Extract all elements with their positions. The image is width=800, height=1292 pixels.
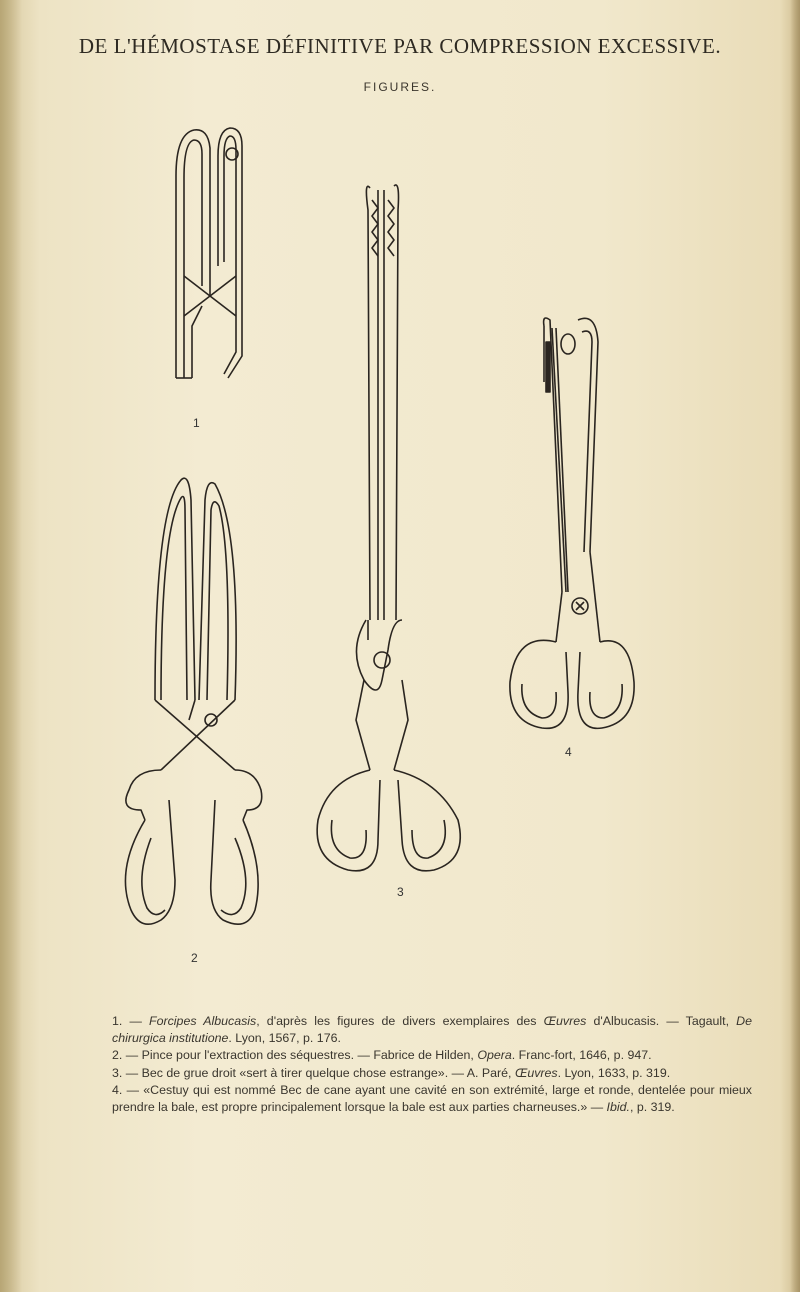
figure-label-1: 1 [193, 416, 200, 430]
caption-2: 2. — Pince pour l'extraction des séquestres. — Fabrice de Hilden, Opera. Franc-fort, 1646, p. 947. [112, 1048, 652, 1063]
cane-beak-icon [506, 312, 636, 742]
caption-3: 3. — Bec de grue droit «sert à tirer quelque chose estrange». — A. Paré, Œuvres. Lyon, 1633, p. 319. [112, 1065, 671, 1080]
caption-number: 2. [112, 1048, 123, 1063]
page-left-edge [0, 0, 22, 1292]
figure-label-2: 2 [191, 951, 198, 965]
figure-label-4: 4 [565, 745, 572, 759]
caption-number: 3. [112, 1065, 123, 1080]
forceps-albucasis-icon [166, 116, 266, 388]
page-header: DE L'HÉMOSTASE DÉFINITIVE PAR COMPRESSION EXCESSIVE. [78, 34, 722, 58]
crane-beak-icon [308, 180, 480, 880]
figure-label-3: 3 [397, 885, 404, 899]
caption-1: 1. — Forcipes Albucasis, d'après les figures de divers exemplaires des Œuvres d'Albucasis. — Tagault, De chirurgica institutione. Lyon, 1567, p. 176. [112, 1014, 753, 1046]
caption-4: 4. — «Cestuy qui est nommé Bec de cane ayant une cavité en son extrémité, large et ronde, dentelée pour mieux prendre la bale, est propre principalement lorsque la bale est aux parties charneuses.» — Ibid., p. 319. [112, 1082, 752, 1115]
caption-number: 1. [112, 1014, 123, 1028]
figure-captions [112, 1013, 752, 1116]
figures-heading: FIGURES. [363, 80, 437, 94]
page-right-edge [790, 0, 800, 1292]
caption-number: 4. [112, 1082, 123, 1097]
sequestrum-pincer-icon [115, 470, 265, 940]
